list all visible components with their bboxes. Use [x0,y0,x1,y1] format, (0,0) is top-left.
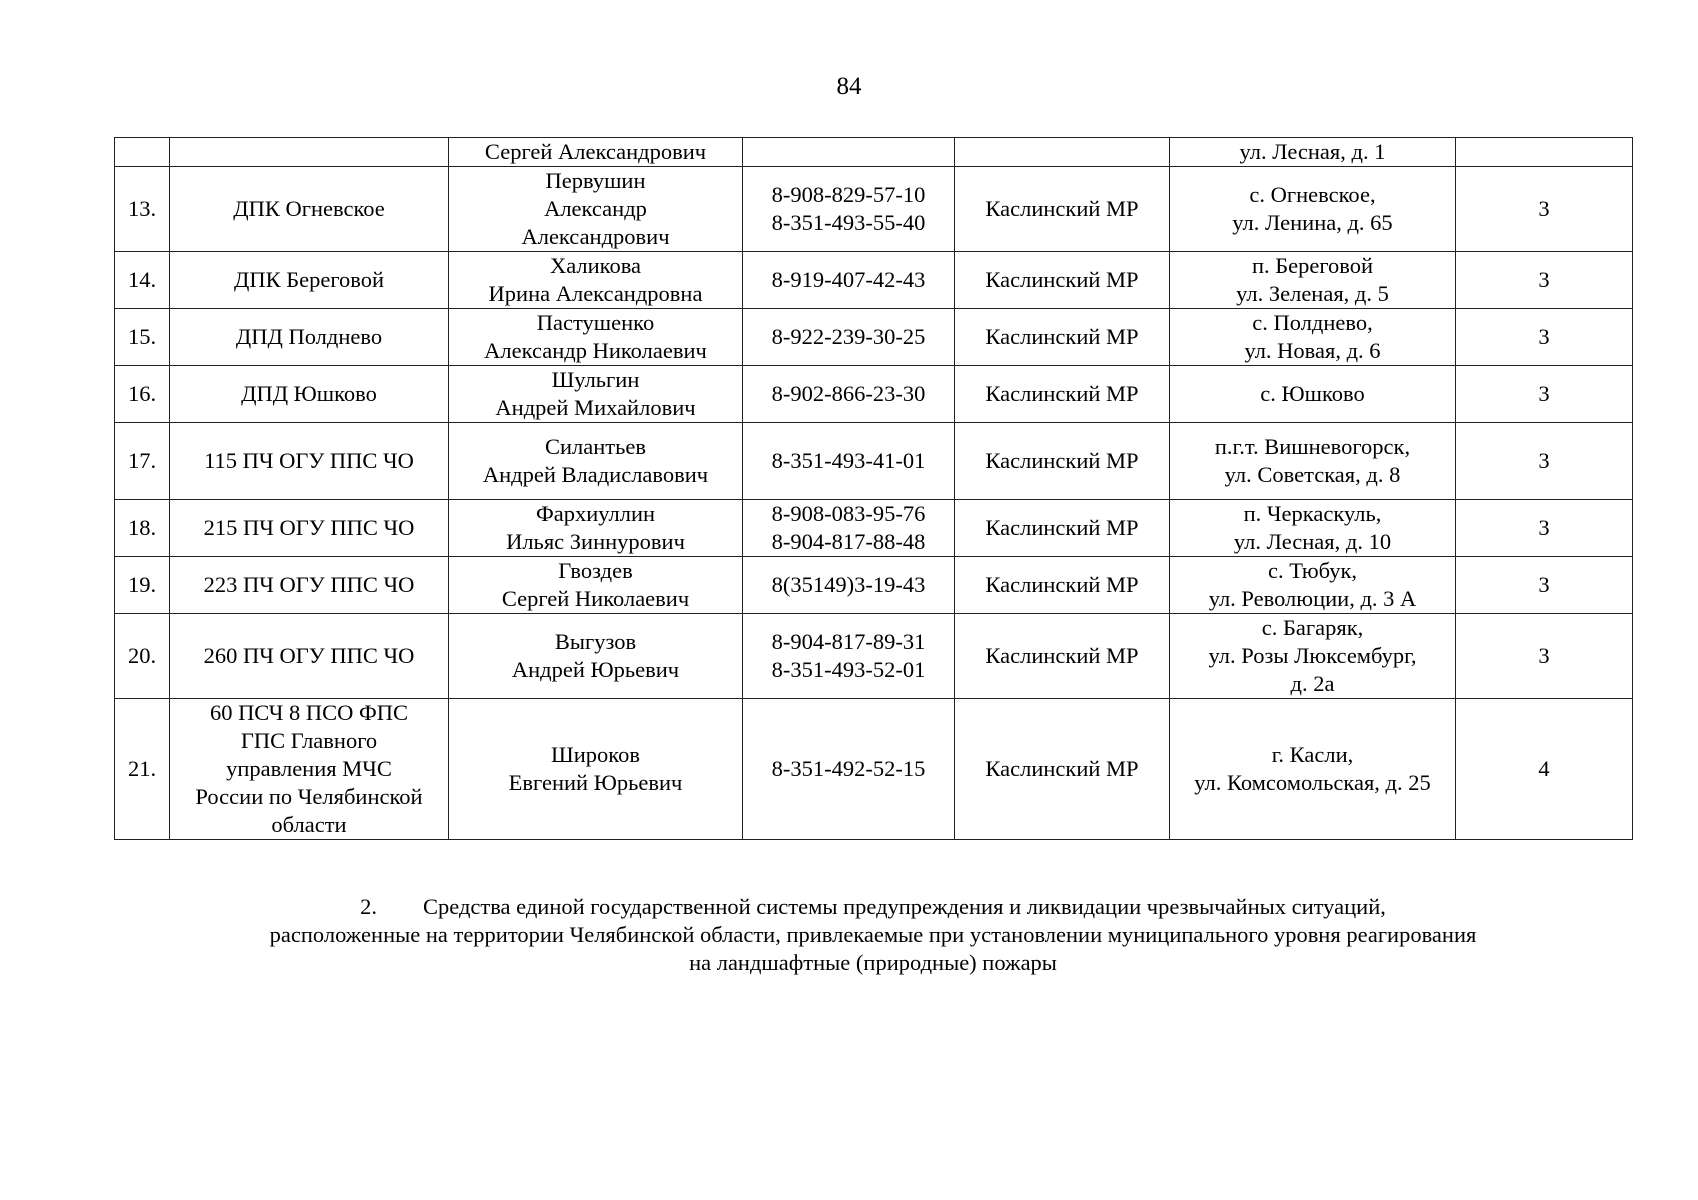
level-cell [1456,309,1633,366]
row-number-cell [115,557,170,614]
phone-cell [743,423,955,500]
district-cell [955,167,1170,252]
district-cell [955,614,1170,699]
organization-cell [170,614,449,699]
phone-line: 8-351-493-41-01 [771,448,926,473]
response-level: 4 [1538,756,1550,781]
address-cell [1170,699,1456,840]
contact-person-line: Сергей Александрович [484,139,707,164]
district-line: Каслинский МР [985,448,1139,473]
phone-cell [743,500,955,557]
phone-line: 8-904-817-89-31 [771,629,926,654]
organization-line: ГПС Главного [240,728,378,753]
row-number: 13. [127,196,157,221]
organization-line: 223 ПЧ ОГУ ППС ЧО [203,572,415,597]
address-line: с. Юшково [1260,381,1365,406]
organization-cell [170,366,449,423]
contact-person-line: Фархиуллин [535,501,656,526]
organization-line: 215 ПЧ ОГУ ППС ЧО [203,515,415,540]
row-number-cell [115,309,170,366]
address-cell [1170,423,1456,500]
contact-person-line: Александр [544,196,647,221]
section-heading-line [114,893,1632,921]
contact-person-line: Шульгин [551,367,640,392]
section-heading [114,893,1632,977]
organization-line: области [271,812,347,837]
organization-cell [170,309,449,366]
contact-person-cell [449,423,743,500]
phone-line: 8(35149)3-19-43 [771,572,926,597]
table-row [115,309,1633,366]
row-number-cell [115,138,170,167]
contact-person-line: Сергей Николаевич [501,586,690,611]
address-line: ул. Новая, д. 6 [1244,338,1381,363]
contact-person-cell [449,252,743,309]
organization-cell [170,167,449,252]
contact-person-cell [449,614,743,699]
table-row [115,500,1633,557]
row-number: 15. [127,324,157,349]
district-cell [955,500,1170,557]
district-line: Каслинский МР [985,756,1139,781]
organization-line: управления МЧС [226,756,392,781]
row-number: 20. [127,643,157,668]
level-cell [1456,500,1633,557]
address-line: ул. Советская, д. 8 [1224,462,1401,487]
contact-person-cell [449,167,743,252]
organization-line: России по Челябинской [195,784,423,809]
section-heading-line: на ландшафтные (природные) пожары [689,950,1057,975]
district-line: Каслинский МР [985,572,1139,597]
district-cell [955,557,1170,614]
row-number: 18. [127,515,157,540]
phone-line: 8-351-492-52-15 [771,756,926,781]
row-number: 17. [127,448,157,473]
row-number-cell [115,252,170,309]
organization-line: ДПК Огневское [233,196,385,221]
address-line: ул. Ленина, д. 65 [1232,210,1393,235]
contact-person-line: Евгений Юрьевич [508,770,683,795]
table-row [115,557,1633,614]
organization-cell [170,500,449,557]
address-line: с. Тюбук, [1267,558,1358,583]
address-cell [1170,309,1456,366]
organization-line: ДПД Юшково [241,381,377,406]
table-row [115,423,1633,500]
level-cell [1456,423,1633,500]
district-cell [955,309,1170,366]
organization-line: ДПД Полднево [235,324,383,349]
contact-person-line: Александрович [521,224,670,249]
row-number: 14. [127,267,157,292]
row-number: 19. [127,572,157,597]
level-cell [1456,699,1633,840]
district-line: Каслинский МР [985,381,1139,406]
phone-cell [743,138,955,167]
address-line: ул. Лесная, д. 10 [1233,529,1392,554]
contact-person-line: Первушин [545,168,646,193]
address-cell [1170,138,1456,167]
row-number-cell [115,614,170,699]
response-level: 3 [1538,267,1550,292]
section-number: 2. [360,894,377,919]
response-level: 3 [1538,515,1550,540]
address-line: ул. Зеленая, д. 5 [1236,281,1389,306]
response-level: 3 [1538,572,1550,597]
address-line: г. Касли, [1271,742,1354,767]
table-row [115,366,1633,423]
district-cell [955,423,1170,500]
phone-line: 8-902-866-23-30 [771,381,926,406]
district-line: Каслинский МР [985,196,1139,221]
contact-person-cell [449,500,743,557]
address-line: с. Полднево, [1252,310,1373,335]
organization-cell [170,699,449,840]
phone-cell [743,699,955,840]
contact-person-line: Ильяс Зиннурович [506,529,685,554]
page-number: 84 [836,73,862,100]
response-level: 3 [1538,448,1550,473]
table-row [115,167,1633,252]
level-cell [1456,366,1633,423]
address-line: ул. Лесная, д. 1 [1239,139,1386,164]
address-line: п. Черкаскуль, [1243,501,1382,526]
address-cell [1170,252,1456,309]
address-line: п. Береговой [1251,253,1374,278]
address-cell [1170,614,1456,699]
district-cell [955,366,1170,423]
level-cell [1456,138,1633,167]
address-cell [1170,167,1456,252]
contact-person-line: Пастушенко [536,310,655,335]
phone-line: 8-922-239-30-25 [771,324,926,349]
contact-person-line: Халикова [549,253,642,278]
section-heading-line: расположенные на территории Челябинской области, привлекаемые при установлении муниципального уровня реагирования [269,922,1477,947]
district-line: Каслинский МР [985,515,1139,540]
organization-cell [170,557,449,614]
address-line: ул. Комсомольская, д. 25 [1194,770,1431,795]
row-number-cell [115,167,170,252]
response-level: 3 [1538,643,1550,668]
row-number: 16. [127,381,157,406]
address-line: с. Огневское, [1249,182,1376,207]
table-row [115,252,1633,309]
address-line: п.г.т. Вишневогорск, [1214,434,1411,459]
level-cell [1456,557,1633,614]
contact-person-line: Выгузов [554,629,637,654]
table-body [115,138,1633,840]
row-number-cell [115,699,170,840]
phone-line: 8-908-083-95-76 [771,501,926,526]
level-cell [1456,252,1633,309]
phone-cell [743,252,955,309]
organization-cell [170,252,449,309]
organization-line: 60 ПСЧ 8 ПСО ФПС [209,700,409,725]
phone-cell [743,309,955,366]
contact-person-cell [449,138,743,167]
organization-cell [170,423,449,500]
phone-cell [743,366,955,423]
level-cell [1456,167,1633,252]
resources-table [114,137,1633,840]
contact-person-line: Гвоздев [558,558,633,583]
contact-person-line: Александр Николаевич [484,338,707,363]
phone-cell [743,557,955,614]
contact-person-line: Ирина Александровна [488,281,703,306]
contact-person-cell [449,366,743,423]
section-heading-text: Средства единой государственной системы предупреждения и ликвидации чрезвычайных ситуаций, [423,894,1386,919]
address-cell [1170,500,1456,557]
response-level: 3 [1538,324,1550,349]
phone-line: 8-904-817-88-48 [771,529,926,554]
address-cell [1170,557,1456,614]
district-line: Каслинский МР [985,267,1139,292]
contact-person-line: Андрей Владиславович [482,462,709,487]
phone-cell [743,614,955,699]
row-number: 21. [127,756,157,781]
response-level: 3 [1538,196,1550,221]
table-row [115,138,1633,167]
address-line: ул. Революции, д. 3 А [1208,586,1417,611]
response-level: 3 [1538,381,1550,406]
contact-person-cell [449,699,743,840]
phone-line: 8-919-407-42-43 [771,267,926,292]
district-cell [955,252,1170,309]
district-line: Каслинский МР [985,324,1139,349]
contact-person-line: Силантьев [544,434,646,459]
phone-line: 8-908-829-57-10 [771,182,926,207]
address-line: ул. Розы Люксембург, [1208,643,1417,668]
address-line: с. Багаряк, [1261,615,1364,640]
phone-line: 8-351-493-52-01 [771,657,926,682]
table-row [115,614,1633,699]
contact-person-cell [449,557,743,614]
contact-person-line: Широков [551,742,640,767]
district-cell [955,699,1170,840]
address-line: д. 2а [1290,671,1335,696]
contact-person-cell [449,309,743,366]
row-number-cell [115,366,170,423]
organization-cell [170,138,449,167]
address-cell [1170,366,1456,423]
district-line: Каслинский МР [985,643,1139,668]
contact-person-line: Андрей Михайлович [495,395,696,420]
level-cell [1456,614,1633,699]
row-number-cell [115,423,170,500]
phone-line: 8-351-493-55-40 [771,210,926,235]
organization-line: 115 ПЧ ОГУ ППС ЧО [204,448,414,473]
phone-cell [743,167,955,252]
table-row [115,699,1633,840]
organization-line: 260 ПЧ ОГУ ППС ЧО [203,643,415,668]
district-cell [955,138,1170,167]
organization-line: ДПК Береговой [233,267,385,292]
contact-person-line: Андрей Юрьевич [511,657,680,682]
row-number-cell [115,500,170,557]
